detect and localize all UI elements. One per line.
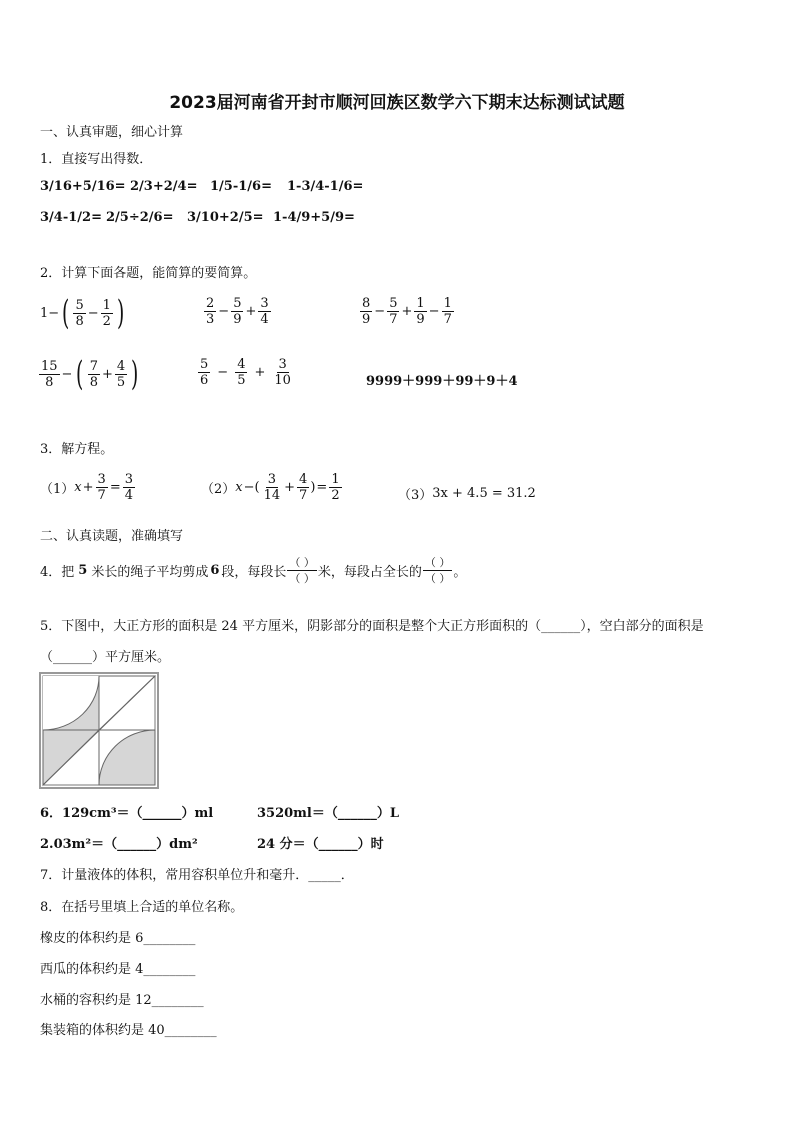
- q1-item: 2/3+2/4=: [130, 179, 198, 194]
- fraction: $\frac{4}{7}$: [299, 472, 308, 503]
- q1-item: 3/4-1/2=: [40, 210, 102, 225]
- answer-blank-fraction[interactable]: $\frac{( )}{( )}$: [289, 556, 315, 585]
- fraction: $\frac{1}{2}$: [331, 472, 340, 503]
- fraction: $\frac{1}{7}$: [443, 296, 452, 327]
- q5-text-line-1: 5．下图中，大正方形的面积是 24 平方厘米，阴影部分的面积是整个大正方形面积的（______），空白部分的面积是: [40, 619, 704, 634]
- fraction: $\frac{7}{8}$: [89, 358, 98, 390]
- q2-expression-6: 9999＋999＋99＋9＋4: [366, 374, 518, 389]
- fraction: $\frac{4}{5}$: [237, 357, 246, 388]
- q8-item: 西瓜的体积约是 4________: [40, 962, 196, 977]
- fraction: $\frac{3}{14}$: [263, 472, 281, 503]
- q1-item: 1-3/4-1/6=: [287, 179, 364, 194]
- page-title: 2023届河南省开封市顺河回族区数学六下期末达标测试试题: [169, 93, 625, 113]
- fraction: $\frac{5}{9}$: [233, 296, 242, 327]
- q5-text-line-2: （______）平方厘米。: [40, 650, 171, 665]
- fraction: $\frac{3}{4}$: [260, 296, 269, 327]
- q8-item: 集装箱的体积约是 40________: [40, 1023, 217, 1038]
- q2-expression-1: 1− ( $\frac{5}{8}$ − $\frac{1}{2}$ ): [40, 293, 125, 333]
- answer-blank-fraction[interactable]: $\frac{( )}{( )}$: [424, 556, 451, 585]
- section-heading-2: 二、认真读题，准确填写: [40, 529, 184, 544]
- fraction: $\frac{4}{5}$: [116, 358, 126, 390]
- fraction: $\frac{8}{9}$: [362, 296, 371, 327]
- q7-question: 7．计量液体的体积，常用容积单位升和毫升．_____．: [40, 868, 354, 883]
- q1-item: 3/16+5/16=: [40, 179, 126, 194]
- q6-item: 6．129cm³＝（______）ml: [40, 806, 214, 821]
- q3-equation-1: （1） x + $\frac{3}{7}$ = $\frac{3}{4}$: [40, 472, 133, 503]
- q1-item: 3/10+2/5=: [187, 210, 264, 225]
- q2-expression-5: $\frac{5}{6}$ − $\frac{4}{5}$ + $\frac{3}{10}$: [200, 357, 291, 388]
- q2-expression-3: $\frac{8}{9}$ − $\frac{5}{7}$ + $\frac{1}{9}$ − $\frac{1}{7}$: [362, 296, 452, 327]
- fraction: $\frac{5}{7}$: [389, 296, 398, 327]
- fraction: $\frac{3}{4}$: [124, 472, 133, 503]
- fraction: $\frac{5}{6}$: [200, 357, 209, 388]
- q3-prompt: 3．解方程。: [40, 442, 114, 457]
- fraction: $\frac{3}{10}$: [274, 357, 291, 388]
- fraction: $\frac{3}{7}$: [97, 472, 106, 503]
- q6-item: 24 分＝（______）时: [257, 837, 384, 852]
- q2-prompt: 2．计算下面各题，能简算的要简算。: [40, 266, 257, 281]
- q3-equation-3: （3） 3x + 4.5 = 31.2: [398, 486, 536, 503]
- q8-item: 水桶的容积约是 12________: [40, 993, 204, 1008]
- fraction: $\frac{5}{8}$: [75, 297, 84, 329]
- q1-prompt: 1．直接写出得数．: [40, 152, 153, 167]
- q2-expression-4: $\frac{15}{8}$ − ( $\frac{7}{8}$ + $\frac{4}{5}$ ): [41, 354, 139, 394]
- q3-equation-2: （2） x −( $\frac{3}{14}$ + $\frac{4}{7}$ ) = $\frac{1}{2}$: [201, 472, 340, 503]
- q1-item: 1-4/9+5/9=: [273, 210, 355, 225]
- q2-expression-2: $\frac{2}{3}$ − $\frac{5}{9}$ + $\frac{3}{4}$: [206, 296, 269, 327]
- q6-item: 2.03m²＝（______）dm²: [40, 837, 198, 852]
- q6-item: 3520ml＝（______）L: [257, 806, 400, 821]
- q4-question: 4．把 5 米长的绳子平均剪成 6 段，每段长 $\frac{( )}{( )}$ 米，每段占全长的 $\frac{( )}{( )}$ 。: [40, 556, 467, 585]
- q8-prompt: 8．在括号里填上合适的单位名称。: [40, 900, 244, 915]
- q1-item: 1/5-1/6=: [210, 179, 272, 194]
- section-heading-1: 一、认真审题，细心计算: [40, 125, 184, 140]
- fraction: $\frac{15}{8}$: [41, 358, 58, 390]
- q1-item: 2/5÷2/6=: [106, 210, 174, 225]
- fraction: $\frac{1}{9}$: [416, 296, 425, 327]
- fraction: $\frac{1}{2}$: [102, 297, 111, 329]
- fraction: $\frac{2}{3}$: [206, 296, 215, 327]
- square-figure: [39, 672, 159, 789]
- q8-item: 橡皮的体积约是 6________: [40, 931, 196, 946]
